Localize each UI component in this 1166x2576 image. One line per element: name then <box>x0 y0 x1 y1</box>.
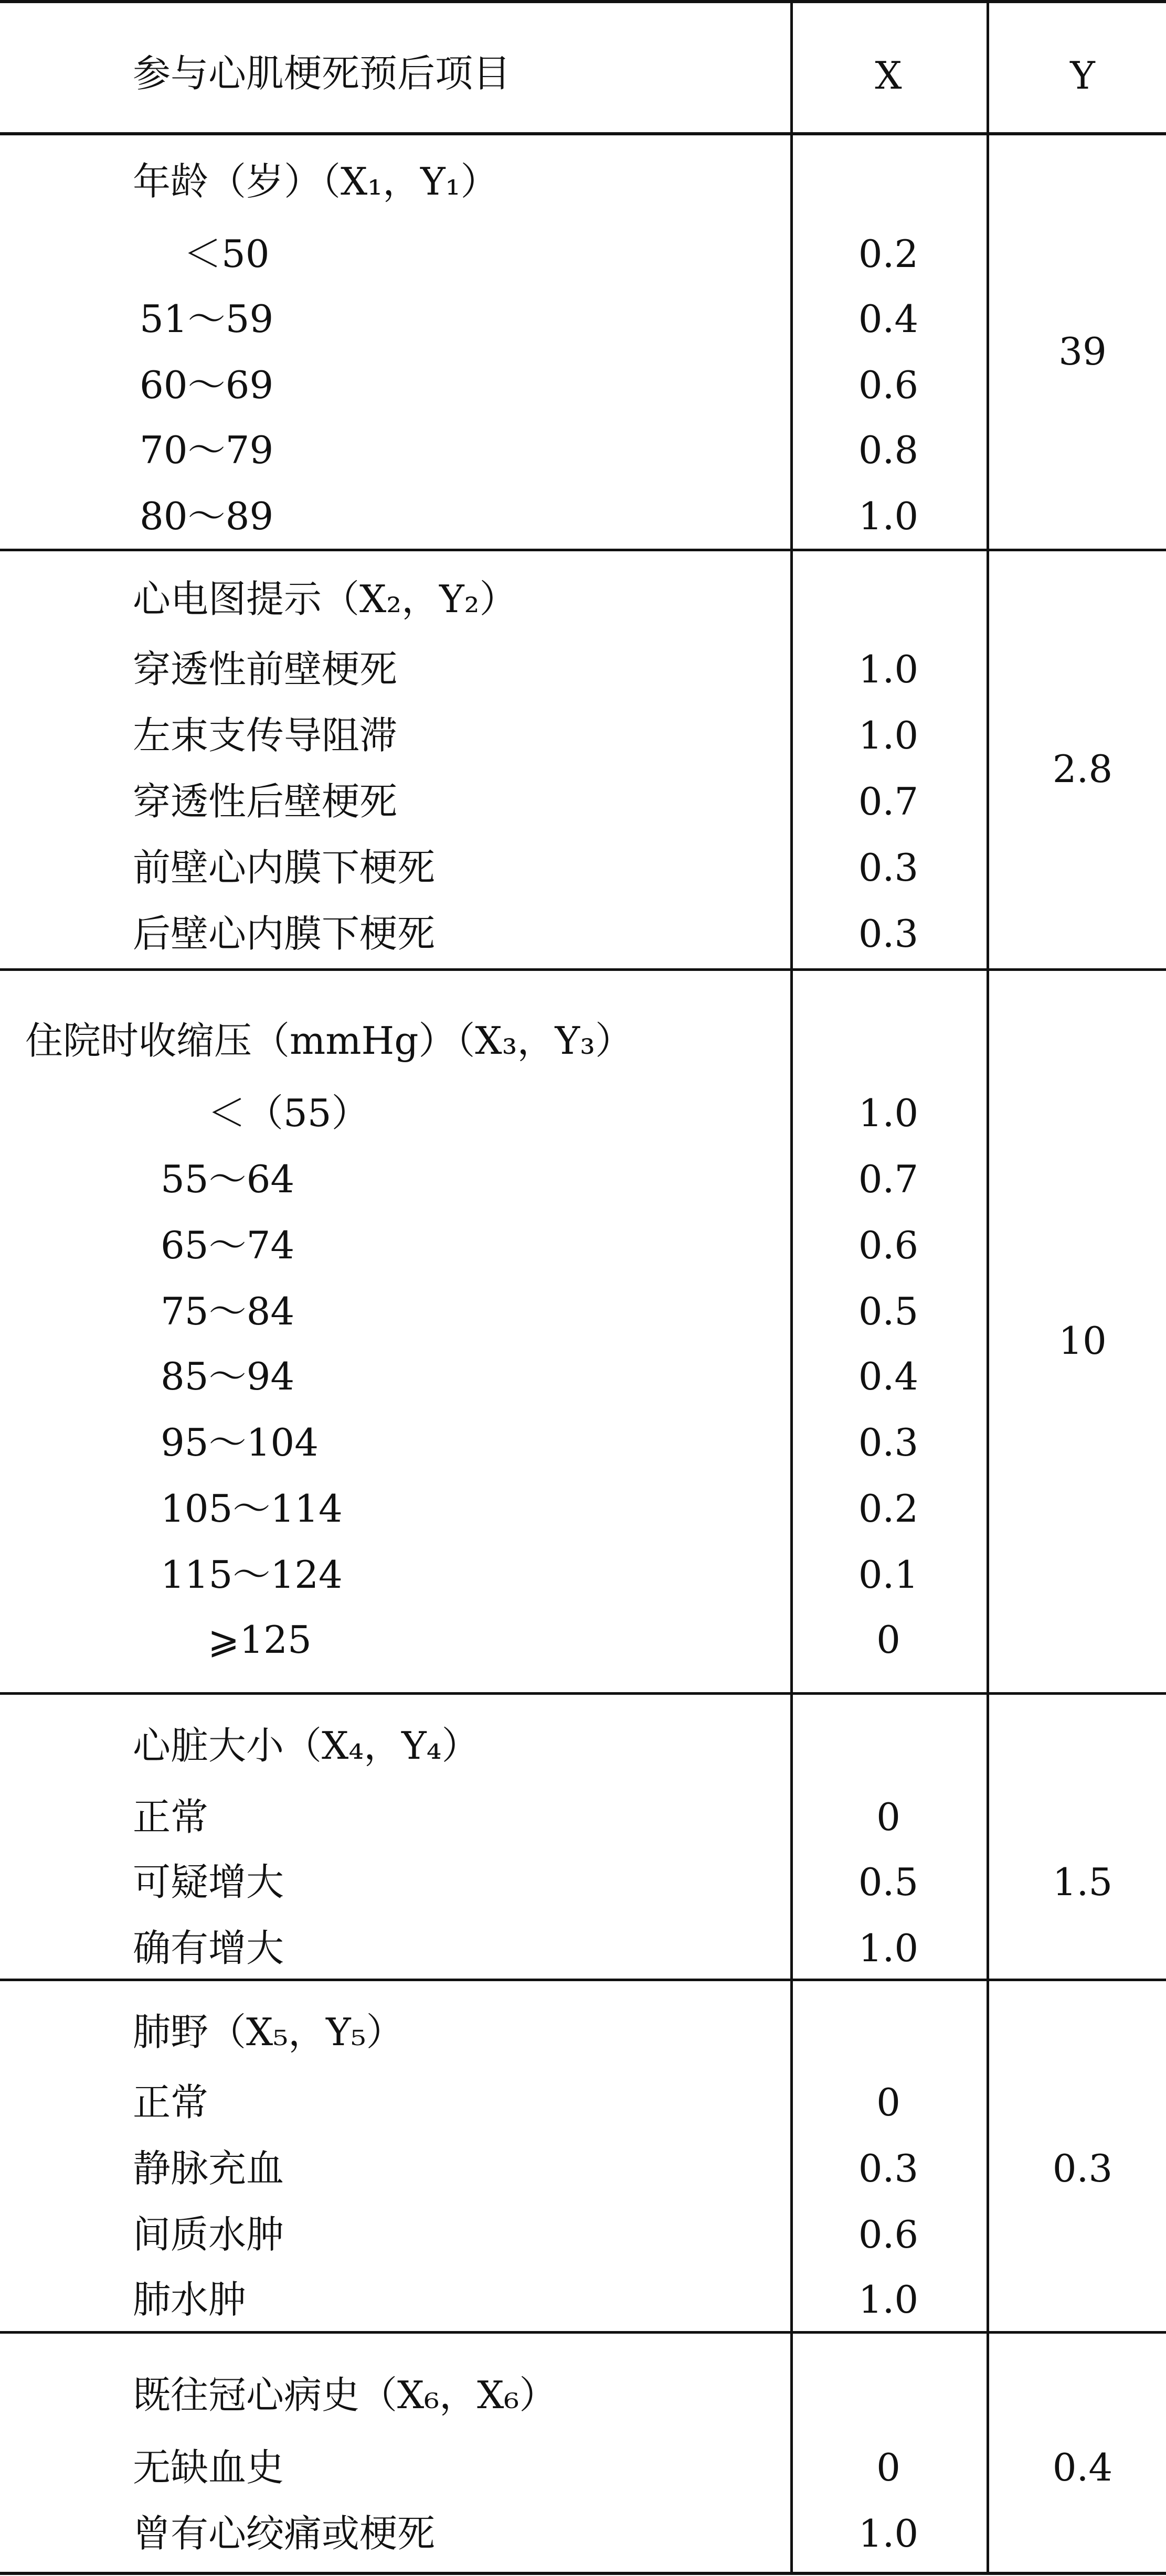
group-y-value: 2.8 <box>1052 747 1113 791</box>
header-y: Y <box>1070 54 1095 98</box>
row-x-value: 0.5 <box>858 1860 919 1904</box>
row-x-value: 0.4 <box>858 297 919 341</box>
group-title: 住院时收缩压（mmHg）（X₃，Y₃） <box>25 1019 633 1063</box>
table-top-rule <box>0 0 1166 3</box>
row-label: 65～74 <box>161 1223 295 1267</box>
row-x-value: 0.8 <box>858 428 919 472</box>
row-x-value: 1.0 <box>858 1926 919 1970</box>
group-divider <box>0 1979 1166 1981</box>
row-x-value: 1.0 <box>858 2511 919 2556</box>
group-divider <box>0 549 1166 551</box>
group-y-value: 1.5 <box>1052 1860 1113 1904</box>
row-label: 后壁心内膜下梗死 <box>133 912 436 956</box>
group-divider <box>0 2331 1166 2334</box>
row-label: 75～84 <box>161 1289 295 1333</box>
row-x-value: 0.2 <box>858 1487 919 1531</box>
group-y-value: 0.4 <box>1052 2445 1113 2489</box>
row-label: 静脉充血 <box>133 2146 284 2190</box>
row-x-value: 0.6 <box>858 1223 919 1267</box>
row-x-value: 0.3 <box>858 846 919 890</box>
row-x-value: 0.3 <box>858 1420 919 1465</box>
row-label: 正常 <box>133 2080 209 2124</box>
header-bottom-rule <box>0 132 1166 135</box>
group-y-value: 39 <box>1058 329 1107 373</box>
row-label: 115～124 <box>161 1553 343 1597</box>
header-x: X <box>875 54 902 98</box>
row-label: 95～104 <box>161 1420 319 1465</box>
group-y-value: 0.3 <box>1052 2146 1113 2190</box>
row-label: 前壁心内膜下梗死 <box>133 846 436 890</box>
row-x-value: 1.0 <box>858 2278 919 2322</box>
table-bottom-rule <box>0 2572 1166 2575</box>
row-label: ＜（55） <box>208 1091 369 1135</box>
row-label: 曾有心绞痛或梗死 <box>133 2511 436 2556</box>
group-y-value: 10 <box>1058 1319 1107 1363</box>
row-x-value: 0.3 <box>858 912 919 956</box>
row-label: 穿透性后壁梗死 <box>133 779 398 824</box>
row-x-value: 0 <box>876 2080 900 2124</box>
row-label: ⩾125 <box>208 1618 312 1662</box>
row-label: 间质水肿 <box>133 2212 284 2257</box>
row-x-value: 0.6 <box>858 2212 919 2257</box>
row-x-value: 0.1 <box>858 1553 919 1597</box>
row-x-value: 0 <box>876 1795 900 1839</box>
header-item: 参与心肌梗死预后项目 <box>133 51 511 95</box>
row-label: ＜50 <box>184 232 270 276</box>
row-x-value: 0.4 <box>858 1354 919 1398</box>
row-label: 穿透性前壁梗死 <box>133 647 398 691</box>
row-label: 肺水肿 <box>133 2278 247 2322</box>
row-x-value: 1.0 <box>858 494 919 538</box>
row-x-value: 0 <box>876 1618 900 1662</box>
row-x-value: 0 <box>876 2445 900 2489</box>
row-label: 60～69 <box>140 363 274 407</box>
group-title: 既往冠心病史（X₆，X₆） <box>133 2373 557 2417</box>
group-title: 肺野（X₅，Y₅） <box>133 2010 404 2054</box>
row-label: 70～79 <box>140 428 274 472</box>
group-divider <box>0 1692 1166 1695</box>
row-label: 左束支传导阻滞 <box>133 713 398 757</box>
row-label: 80～89 <box>140 494 274 538</box>
row-x-value: 1.0 <box>858 1091 919 1135</box>
row-label: 51～59 <box>140 297 274 341</box>
group-title: 心脏大小（X₄，Y₄） <box>133 1724 480 1768</box>
row-x-value: 0.7 <box>858 779 919 824</box>
group-title: 年龄（岁）（X₁，Y₁） <box>133 159 499 204</box>
group-title: 心电图提示（X₂，Y₂） <box>133 577 517 621</box>
row-x-value: 0.5 <box>858 1289 919 1333</box>
column-divider-y <box>987 0 989 2575</box>
row-x-value: 0.7 <box>858 1157 919 1201</box>
row-label: 105～114 <box>161 1487 343 1531</box>
row-label: 无缺血史 <box>133 2445 284 2489</box>
row-x-value: 0.3 <box>858 2146 919 2190</box>
row-label: 85～94 <box>161 1354 295 1398</box>
row-x-value: 0.2 <box>858 232 919 276</box>
row-x-value: 1.0 <box>858 713 919 757</box>
row-label: 确有增大 <box>133 1926 284 1970</box>
row-label: 可疑增大 <box>133 1860 284 1904</box>
row-x-value: 0.6 <box>858 363 919 407</box>
row-label: 正常 <box>133 1795 209 1839</box>
row-label: 55～64 <box>161 1157 295 1201</box>
group-divider <box>0 968 1166 971</box>
row-x-value: 1.0 <box>858 647 919 691</box>
